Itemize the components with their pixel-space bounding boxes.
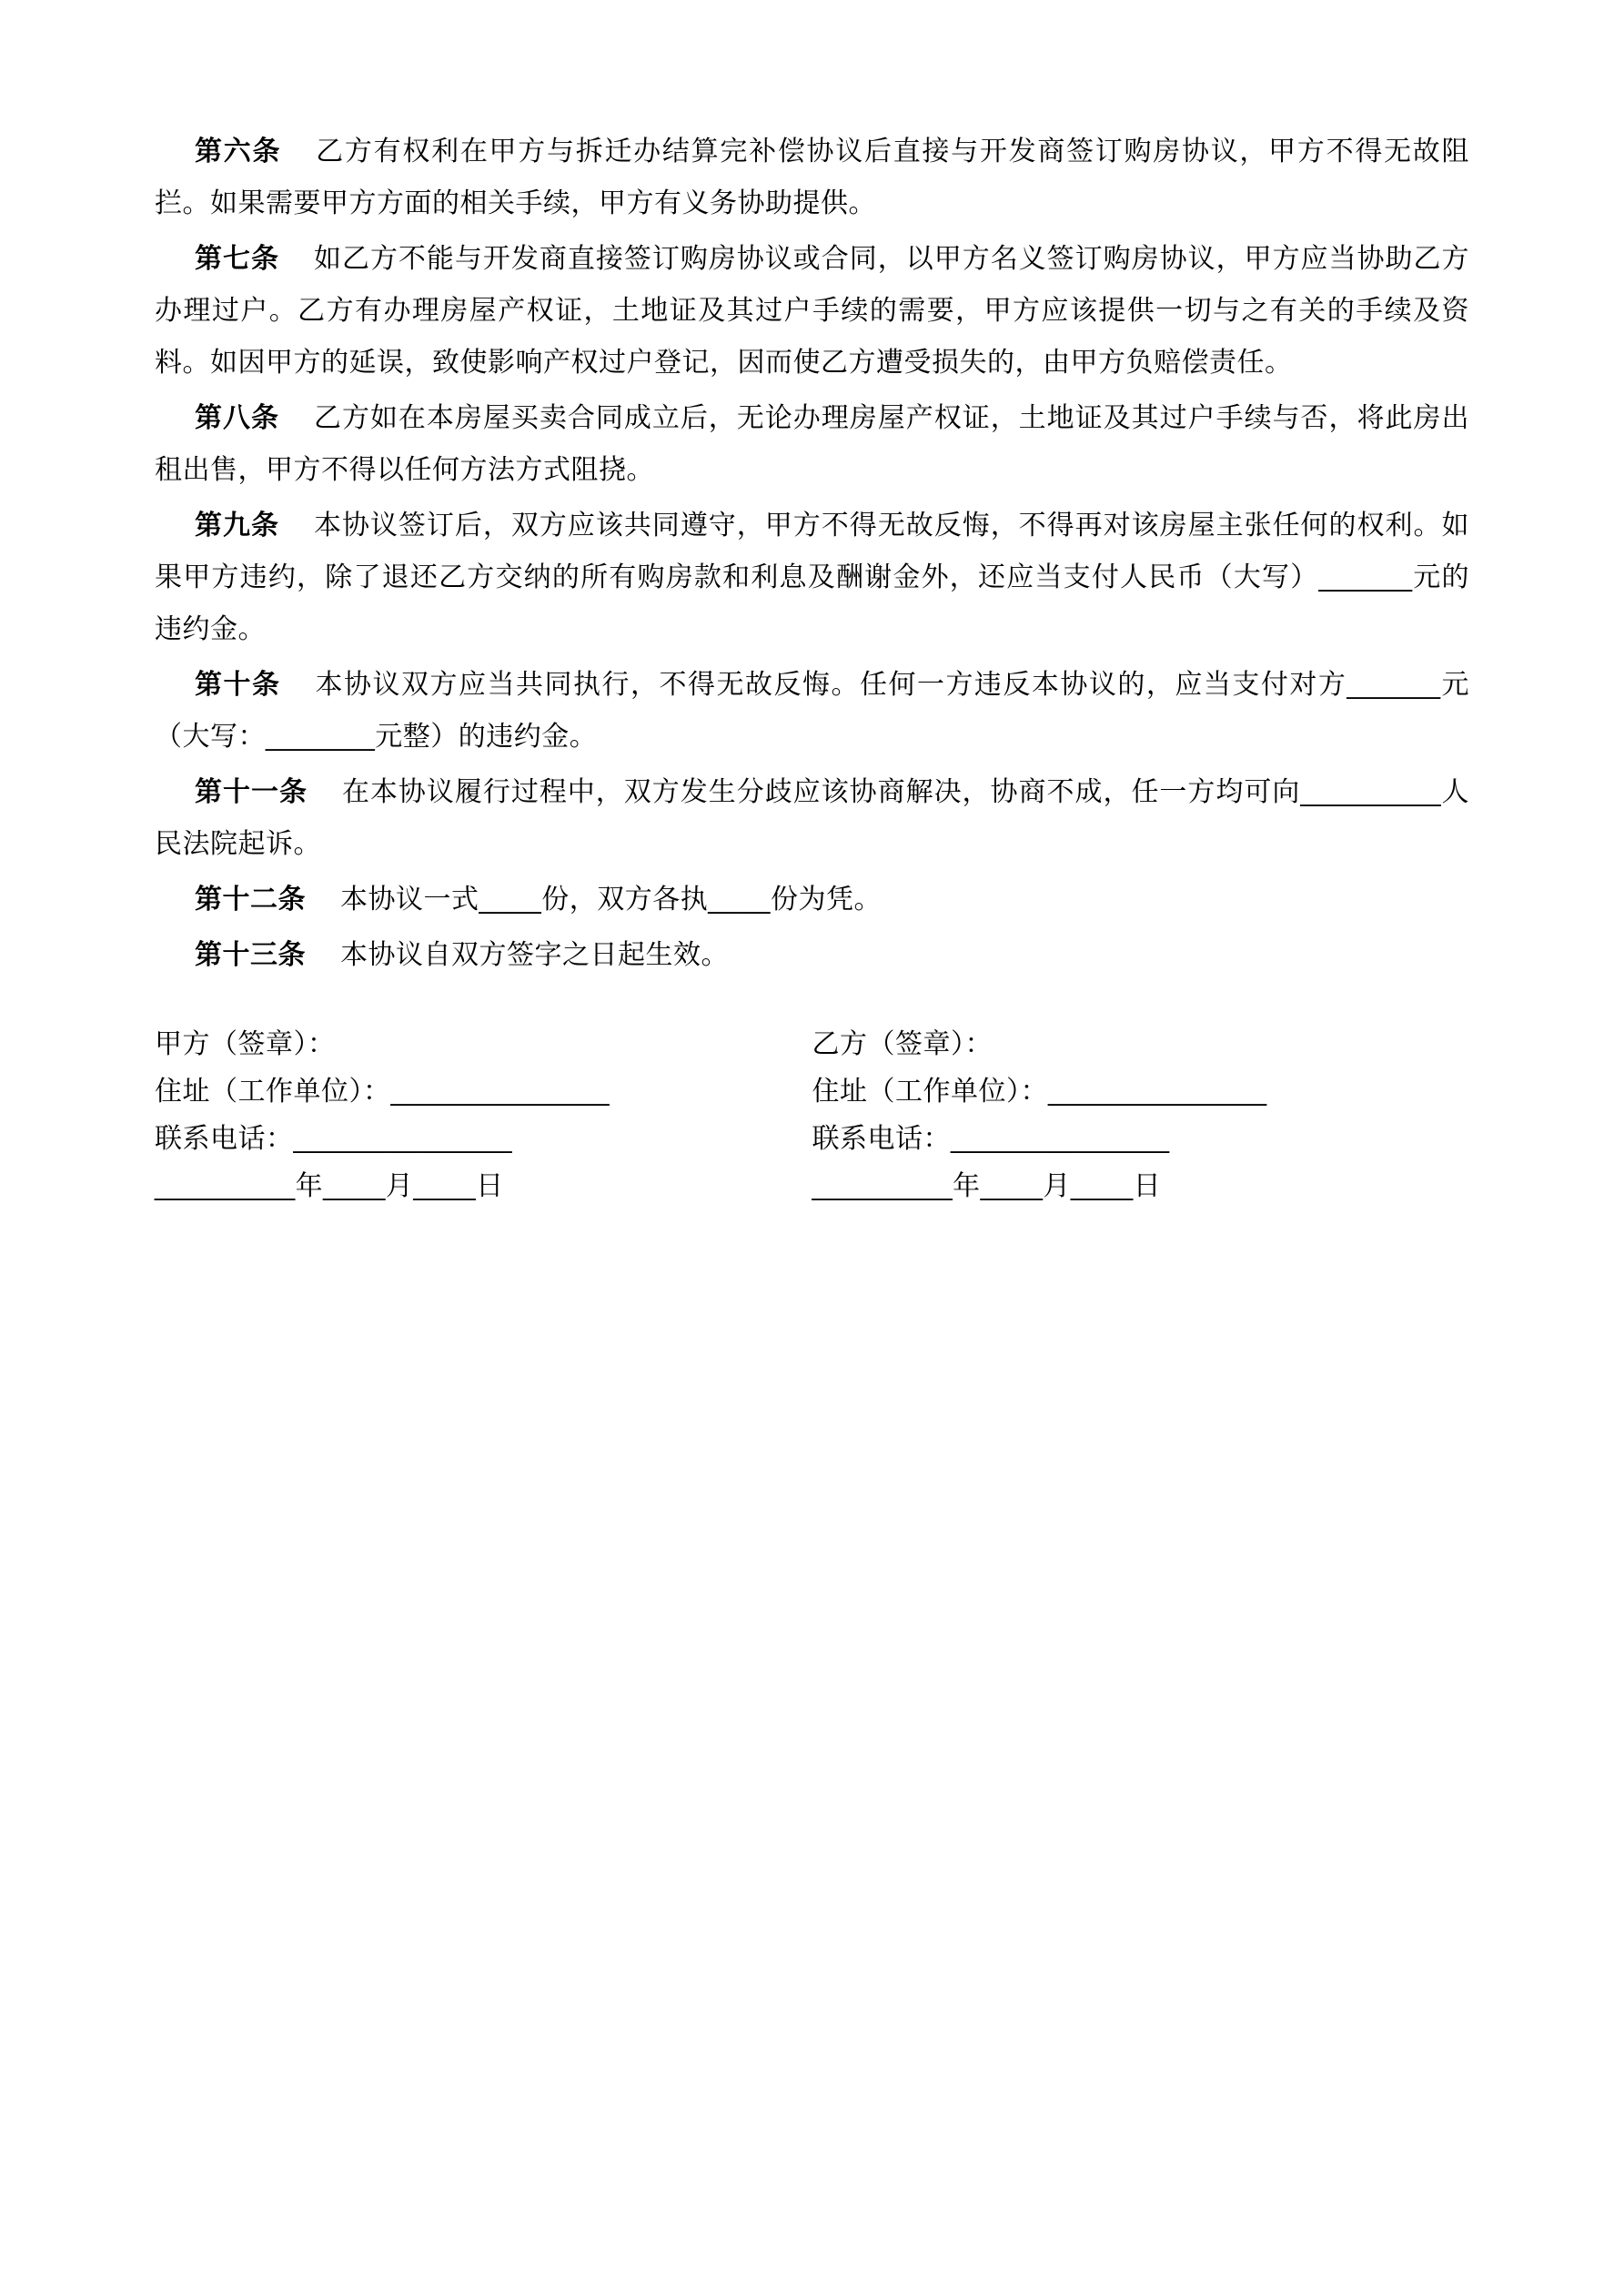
party-a-signature-column [155,1021,812,1210]
article-6-text: 乙方有权利在甲方与拆迁办结算完补偿协议后直接与开发商签订购房协议，甲方不得无故阻拦。如果需要甲方方面的相关手续，甲方有义务协助提供。 [155,137,1470,218]
article-12-label: 第十二条 [195,885,306,915]
party-b-sign-line: 乙方（签章）： [812,1029,993,1059]
article-11-label: 第十一条 [195,777,308,807]
article-9-text: 本协议签订后，双方应该共同遵守，甲方不得无故反悔，不得再对该房屋主张任何的权利。如果甲方违约，除了退还乙方交纳的所有购房款和利息及酬谢金外，还应当支付人民币（大写）______元的违约金。 [155,511,1470,644]
party-b-date-line: _________年____月____日 [812,1171,1162,1201]
party-a-phone-line: 联系电话：______________ [155,1124,513,1154]
party-b-phone-line: 联系电话：______________ [812,1124,1170,1154]
signature-block [155,1021,1469,1210]
article-10-text: 本协议双方应当共同执行，不得无故反悔。任何一方违反本协议的，应当支付对方______元（大写：_______元整）的违约金。 [155,670,1470,752]
article-9-paragraph [155,500,1469,655]
article-11-paragraph [155,766,1469,870]
party-a-sign-line: 甲方（签章）： [155,1029,336,1059]
article-8-label: 第八条 [195,403,279,433]
party-a-date-line: _________年____月____日 [155,1171,504,1201]
article-13-label: 第十三条 [195,940,306,970]
article-13-text: 本协议自双方签字之日起生效。 [340,940,729,970]
article-7-paragraph [155,233,1469,389]
article-13-paragraph [155,929,1469,981]
article-7-text: 如乙方不能与开发商直接签订购房协议或合同，以甲方名义签订购房协议，甲方应当协助乙方办理过户。乙方有办理房屋产权证，土地证及其过户手续的需要，甲方应该提供一切与之有关的手续及资料。如因甲方的延误，致使影响产权过户登记，因而使乙方遭受损失的，由甲方负赔偿责任。 [155,244,1470,378]
party-b-address-line: 住址（工作单位）：______________ [812,1077,1267,1107]
article-6-paragraph [155,126,1469,229]
party-b-signature-column [812,1021,1470,1210]
party-a-address-line: 住址（工作单位）：______________ [155,1077,610,1107]
article-11-text: 在本协议履行过程中，双方发生分歧应该协商解决，协商不成，任一方均可向_________人民法院起诉。 [155,777,1469,859]
article-12-paragraph [155,874,1469,925]
article-8-text: 乙方如在本房屋买卖合同成立后，无论办理房屋产权证，土地证及其过户手续与否，将此房出租出售，甲方不得以任何方法方式阻挠。 [155,403,1470,485]
article-7-label: 第七条 [195,244,279,274]
article-9-label: 第九条 [195,511,279,541]
article-8-paragraph [155,392,1469,496]
article-10-paragraph [155,659,1469,763]
article-10-label: 第十条 [195,670,281,700]
article-6-label: 第六条 [195,137,282,167]
contract-body [155,126,1469,981]
article-12-text: 本协议一式____份，双方各执____份为凭。 [340,885,882,915]
